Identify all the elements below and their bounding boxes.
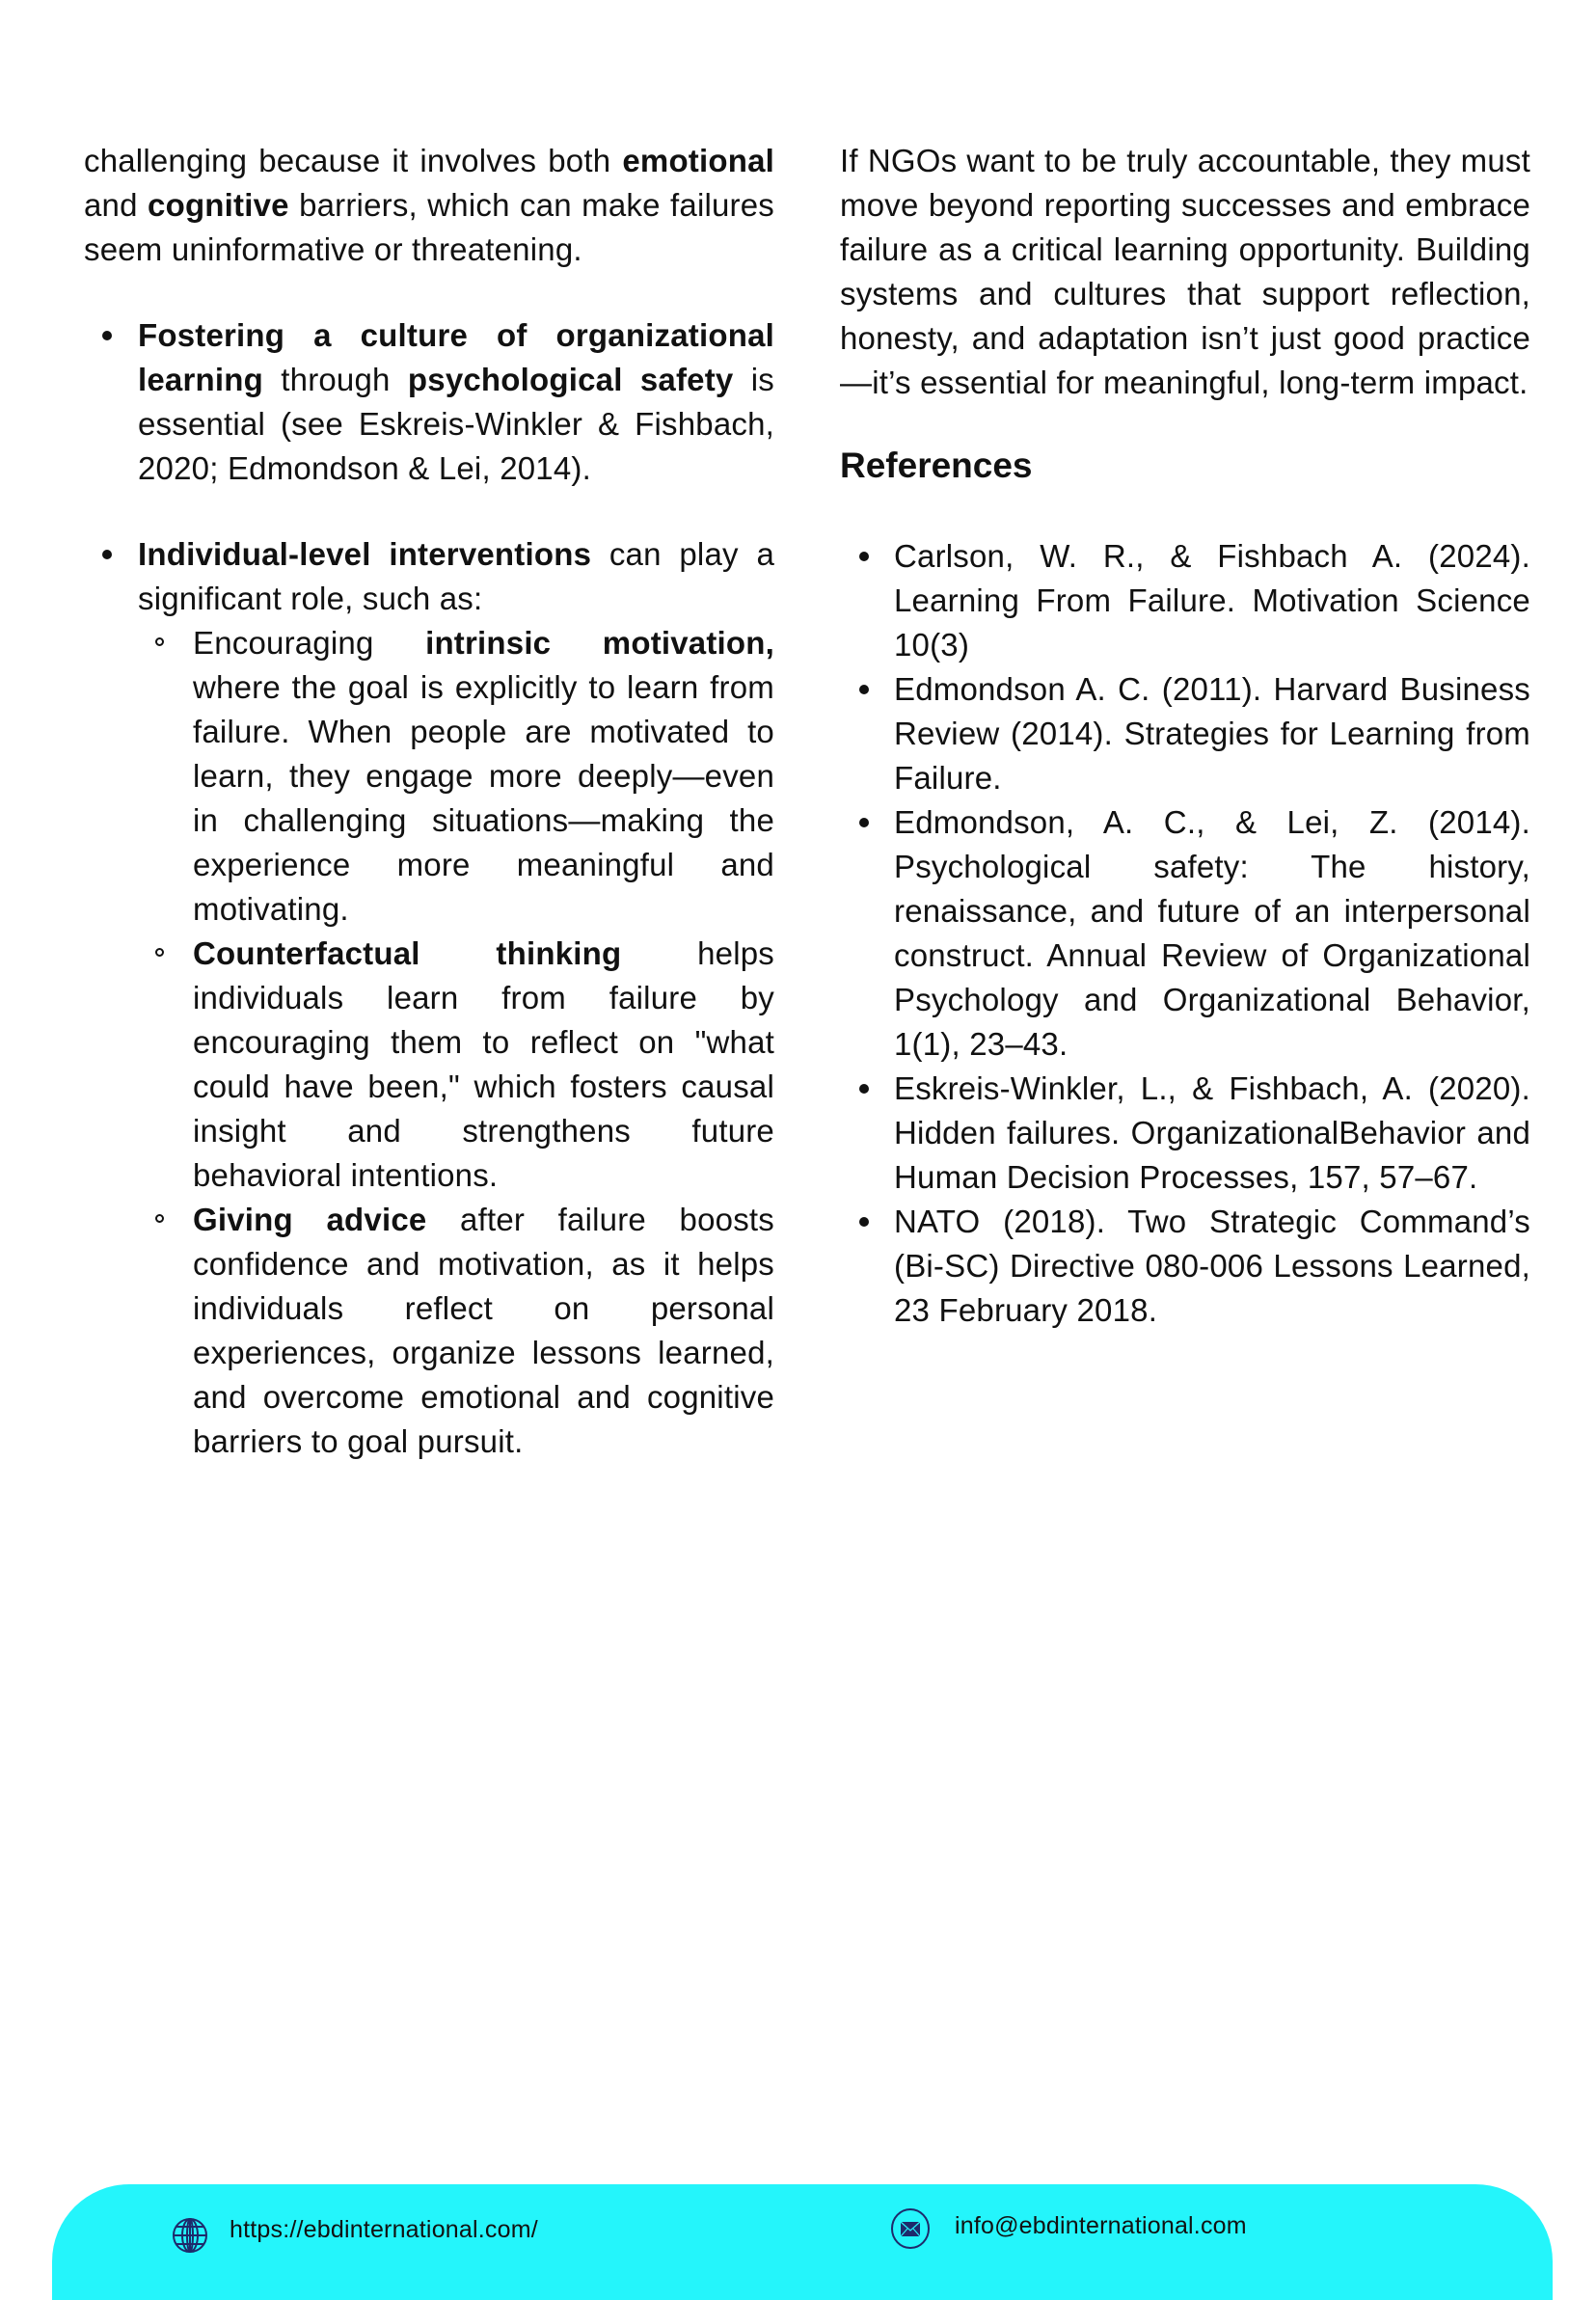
reference-item: Edmondson, A. C., & Lei, Z. (2014). Psychological safety: The history, renaissance, and future of an interpersonal construct. Annual Review of Organizational Psychology and Organizational Behavior, 1(1), 23–43. [840,800,1530,1067]
reference-item: Edmondson A. C. (2011). Harvard Business Review (2014). Strategies for Learning from Failure. [840,667,1530,800]
emphasis-cognitive: cognitive [148,187,289,223]
left-column [84,139,774,1464]
emphasis-emotional: emotional [622,143,774,178]
intro-paragraph: challenging because it involves both emotional and cognitive barriers, which can make failures seem uninformative or threatening. [84,143,774,267]
right-column [840,139,1530,1333]
closing-paragraph: If NGOs want to be truly accountable, they must move beyond reporting successes and embrace failure as a critical learning opportunity. Building systems and cultures that support reflection, honesty, and adaptation isn’t just good practice—it’s essential for meaningful, long-term impact. [840,143,1530,400]
email-link[interactable] [889,2202,1247,2250]
intervention-sublist [138,621,774,1464]
list-item-individual-interventions: Individual-level interventions can play a significant role, such as: Encouraging intrinsic motivation, where the goal is explicitly to learn from failure. When people are motivated to learn, they engage more deeply—even in challenging situations—making the experience more meaningful and motivating. Counterfactual thinking helps individuals learn from failure by encouraging them to reflect on "what could have been," which fosters causal insight and strengthens future behavioral intentions. Giving advice after failure boosts confidence and motivation, as it helps individuals reflect on personal experiences, organize lessons learned, and overcome emotional and cognitive barriers to goal pursuit. [84,532,774,1464]
website-url[interactable]: https://ebdinternational.com/ [230,2215,538,2243]
website-link[interactable] [172,2205,538,2254]
list-item-organizational-learning: Fostering a culture of organizational learning through psychological safety is essential (see Eskreis-Winkler & Fishbach, 2020; Edmondson & Lei, 2014). [84,313,774,491]
email-address[interactable]: info@ebdinternational.com [955,2211,1247,2239]
sublist-item-intrinsic-motivation: Encouraging intrinsic motivation, where the goal is explicitly to learn from failure. When people are motivated to learn, they engage more deeply—even in challenging situations—making the experience more meaningful and motivating. [138,621,774,932]
reference-item: NATO (2018). Two Strategic Command’s (Bi-SC) Directive 080-006 Lessons Learned, 23 February 2018. [840,1200,1530,1333]
recommendation-list [84,313,774,1464]
sublist-item-counterfactual-thinking: Counterfactual thinking helps individuals learn from failure by encouraging them to reflect on "what could have been," which fosters causal insight and strengthens future behavioral intentions. [138,932,774,1198]
envelope-icon [889,2207,932,2250]
contact-footer [52,2184,1553,2300]
globe-icon [172,2217,208,2254]
references-heading: References [840,446,1033,485]
reference-item: Carlson, W. R., & Fishbach A. (2024). Learning From Failure. Motivation Science 10(3) [840,534,1530,667]
reference-item: Eskreis-Winkler, L., & Fishbach, A. (2020). Hidden failures. OrganizationalBehavior and Human Decision Processes, 157, 57–67. [840,1067,1530,1200]
references-list [840,534,1530,1333]
sublist-item-giving-advice: Giving advice after failure boosts confidence and motivation, as it helps individuals reflect on personal experiences, organize lessons learned, and overcome emotional and cognitive barriers to goal pursuit. [138,1198,774,1464]
